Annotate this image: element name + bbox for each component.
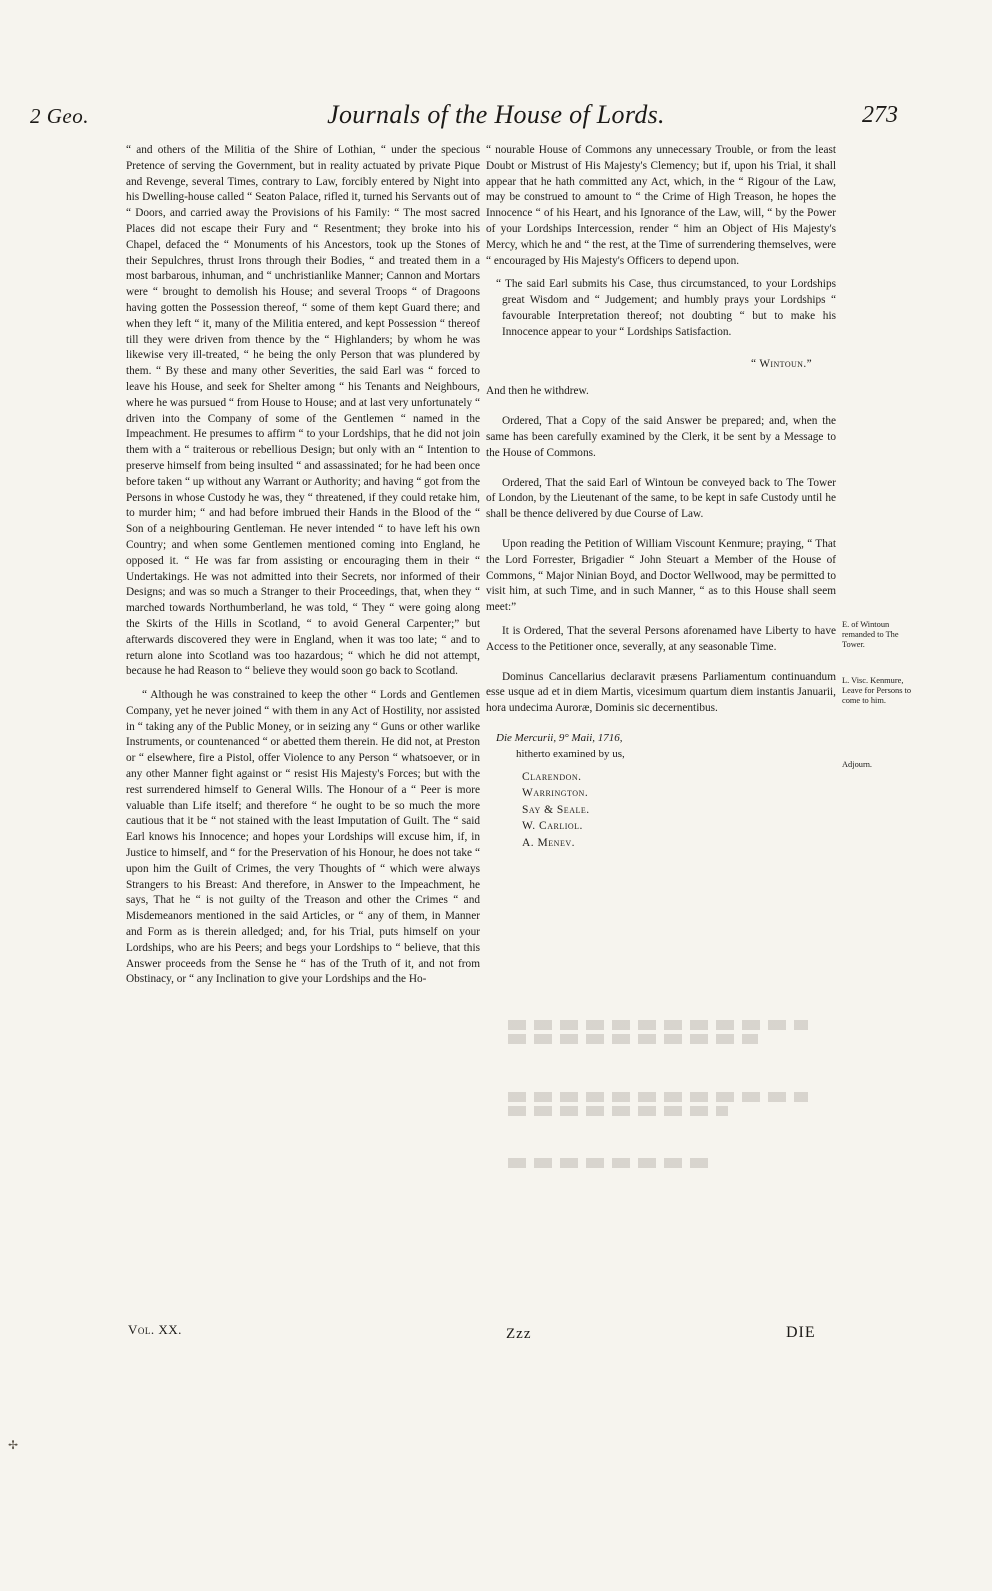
order-copy-answer: Ordered, That a Copy of the said Answer be prepared; and, when the same has been carefully examined by the Clerk, it be sent by a Message to the House of Commons. [486, 415, 836, 459]
signer-name: A. Menev. [522, 836, 575, 849]
faded-text-trace [508, 1092, 808, 1102]
answer-paragraph-1: “ and others of the Militia of the Shire of Lothian, “ under the specious Pretence of serving the Government, but in reality actuated by private Pique and Revenge, several Times, contrary to Law, forcibly entered by Night into his Dwelling-house called “ Seaton Palace, rifled it, turned his Servants out of “ Doors, and carried away the Provisions of his Family: “ The most sacred Places did not escape their Fury and “ Resentment; they broke into his Chapel, defaced the “ Monuments of his Ancestors, took up the Stones of their Sepulchres, thrust Irons through their Bodies, “ and treated them in a most barbarous, inhuman, and “ unchristianlike Manner; Cannon and Mortars were “ brought to demolish his House; and several Troops “ of Dragoons having gotten the Possession thereof, “ some of them kept Guard there; and when they left “ it, many of the Militia entered, and kept Possession “ thereof till they were driven from thence by the “ Highlanders; by whom he was likewise very ill-treated, “ he being the only Person that was plundered by them. “ By these and many other Severities, the said Earl was “ forced to leave his House, and seek for Shelter among “ his Tenants and Neighbours, where he was pursued “ from House to House; and at last very unfortunately “ driven into the Company of some of the Gentlemen “ named in the Impeachment. He presumes to affirm “ to your Lordships, that he did not join them with a “ traiterous or rebellious Design; but only with an “ Intention to preserve himself from being insulted “ and assassinated; for he had been once before taken “ up without any Warrant or Authority; and having “ got from the Persons in whose Custody he was, they “ threatened, if they could retake him, to murder him; “ and had before imbrued their Hands in the Blood of the “ Son of a neighbouring Gentleman. He never intended “ to have left his own Country; and when some Gentlemen mentioned coming into England, he opposed it. “ He was far from assisting or encouraging them in their “ Undertakings. He was not admitted into their Secrets, nor informed of their Designs; and was so much a Stranger to their Proceedings, that, when they “ marched towards Northumberland, he was told, “ They “ were going along the Skirts of the Hills in Scotland, “ to avoid General Carpenter;” but afterwards discovered they were in England, when it was too late; “ and to return alone into Scotland was too hazardous; “ which he did not attempt, because he had Reason to “ believe they would soon go back to Scotland. [126, 144, 481, 678]
left-column [126, 143, 480, 996]
signer-name: W. Carliol. [522, 820, 583, 832]
order-remand-tower: Ordered, That the said Earl of Wintoun be conveyed back to The Tower of London, by the Lieutenant of the same, to be kept in safe Custody until he shall be thence delivered by due Course of Law. [486, 476, 836, 521]
volume-label: Vol. XX. [128, 1322, 182, 1337]
faded-text-trace [508, 1034, 758, 1044]
signer-name: Clarendon. [522, 770, 582, 783]
dateline-date: Die Mercurii, 9° Maii, 1716, [496, 731, 623, 744]
page-number: 273 [862, 102, 898, 128]
right-column [486, 143, 836, 851]
margin-note-kenmure: L. Visc. Kenmure, Leave for Persons to come to him. [842, 676, 912, 705]
faded-text-trace [508, 1020, 808, 1030]
wintoun-signature: “ Wintoun.” [750, 357, 812, 370]
submission-paragraph: “ The said Earl submits his Case, thus circumstanced, to your Lordships great Wisdom and “ Judgement; and humbly prays your Lordships “ favourable Interpretation thereof; not doubting “ but to make his Innocence appear to your “ Lordships Satisfaction. [496, 278, 836, 338]
withdrew-line: And then he withdrew. [486, 385, 589, 398]
page-title: Journals of the House of Lords. [327, 100, 665, 129]
examination-dateline [496, 731, 836, 763]
dateline-examined: hitherto examined by us, [516, 747, 625, 760]
signature-mark: Zzz [506, 1326, 532, 1342]
signer-name: Warrington. [522, 787, 589, 799]
faded-text-trace [508, 1158, 708, 1168]
margin-note-wintoun: E. of Wintoun remanded to The Tower. [842, 620, 899, 649]
order-access: It is Ordered, That the several Persons aforenamed have Liberty to have Access to the Petitioner once, severally, at any seasonable Time. [486, 624, 836, 653]
adjournment-latin: Dominus Cancellarius declaravit præsens Parliamentum continuandum esse usque ad et in diem Martis, vicesimum quartum diem instantis Januarii, hora undecima Auroræ, Dominis sic decernentibus. [486, 670, 836, 715]
margin-note-adjourn: Adjourn. [842, 760, 873, 769]
signer-name: Say & Seale. [522, 803, 590, 816]
catchword: DIE [786, 1324, 816, 1341]
signers-list [522, 769, 836, 852]
margin-ink-mark: ✢ [8, 1438, 19, 1452]
answer-paragraph-2: “ Although he was constrained to keep the other “ Lords and Gentlemen Company, yet he never joined “ with them in any Act of Hostility, nor assisted in “ taking any of the Public Money, or in seizing any “ Guns or other warlike Instruments, or countenanced “ or abetted them therein. He did not, at Preston or “ elsewhere, fire a Pistol, offer Violence to any Person “ whatsoever, or in any other Manner fight against or “ resist His Majesty's Forces; but with the rest surrendered himself to General Wills. The Honour of a “ Peer is more valuable than Life itself; and therefore “ he ought to be so much the more cautious that it be “ not stained with the least Imputation of Guilt. The “ said Earl knows his Innocence; and hopes your Lordships will excuse him, if, in Justice to himself, and “ for the Preservation of his Honour, he does not take “ upon him the Guilt of Crimes, the very Thoughts of “ which were always Strangers to his Breast: And therefore, in Answer to the Impeachment, he says, That he “ is not guilty of the Treason and other the Crimes “ and Misdemeanors mentioned in the said Articles, or “ any of them, in Manner and Form as is therein alledged; and, for his Trial, puts himself on your Lordships, who are his Peers; and begs your Lordships to “ believe, that this Answer proceeds from the Sense he “ has of the Truth of it, and not from Obstinacy, or “ any Inclination to give your Lordships and the Ho- [126, 689, 480, 986]
faded-text-trace [508, 1106, 728, 1116]
answer-continuation: “ nourable House of Commons any unnecessary Trouble, or from the least Doubt or Mistrust of His Majesty's Clemency; but if, upon his Trial, it shall appear that he hath committed any Act, which, in the “ Rigour of the Law, may be construed to amount to “ the Crime of High Treason, he hopes the Innocence “ of his Heart, and his Ignorance of the Law, will, “ by the Power of your Lordships Intercession, render “ him an Object of His Majesty's Mercy, which he and “ the rest, at the Time of surrendering themselves, were “ encouraged by His Majesty's Officers to depend upon. [486, 144, 836, 267]
header-regnal-year: 2 Geo. [30, 104, 89, 128]
kenmure-petition: Upon reading the Petition of William Viscount Kenmure; praying, “ That the Lord Forrester, Brigadier “ John Steuart a Member of the House of Commons, “ Major Ninian Boyd, and Doctor Wellwood, may be permitted to visit him, at such Time, and in such Manner, “ as to this House shall seem meet:” [486, 537, 836, 614]
